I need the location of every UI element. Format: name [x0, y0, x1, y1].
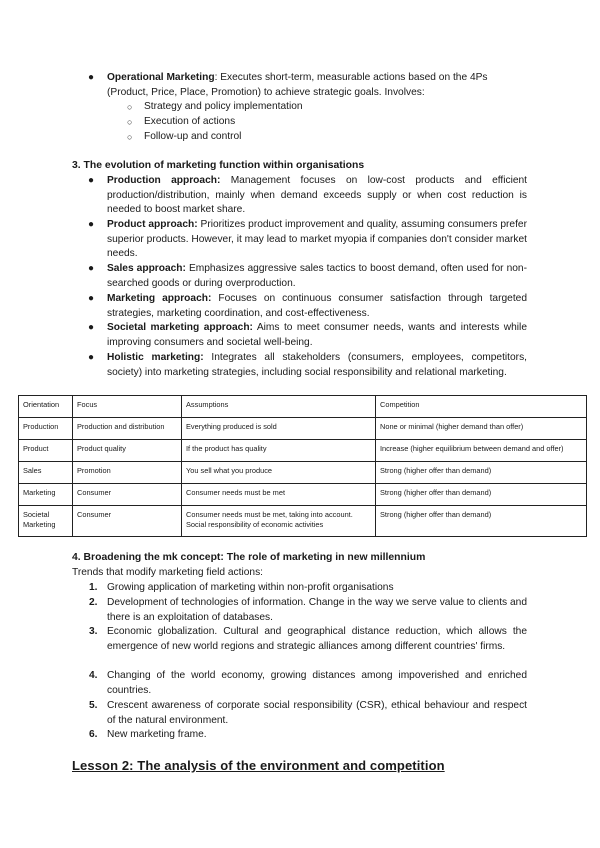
circle-bullet-icon: ○	[127, 117, 133, 127]
table-row	[19, 462, 587, 484]
table-cell: Strong (higher offer than demand)	[376, 506, 587, 537]
table-cell: Product	[19, 440, 73, 462]
approach-text: Focuses on continuous consumer satisfaction through targeted strategies, marketing coordination, and cost-effectiveness.	[107, 293, 527, 319]
table-cell: Promotion	[73, 462, 182, 484]
approach-item	[107, 262, 527, 291]
bullet-icon: ●	[88, 175, 95, 186]
table-row	[19, 506, 587, 537]
table-cell: Strong (higher offer than demand)	[376, 484, 587, 506]
table-cell: Societal Marketing	[19, 506, 73, 537]
section-4-heading: 4. Broadening the mk concept: The role of marketing in new millennium	[72, 552, 426, 563]
table-row	[19, 440, 587, 462]
list-number: 6.	[89, 729, 98, 740]
list-number: 4.	[89, 670, 98, 681]
table-cell: Product quality	[73, 440, 182, 462]
trend-item: Growing application of marketing within non-profit organisations	[107, 582, 394, 593]
table-cell: Consumer needs must be met, taking into account. Social responsibility of economic activities	[182, 506, 376, 537]
table-header-cell: Focus	[73, 396, 182, 418]
list-number: 2.	[89, 597, 98, 608]
table-header-row	[19, 396, 587, 418]
section-4-intro: Trends that modify marketing field actions:	[72, 567, 264, 578]
operational-marketing-item	[107, 71, 527, 100]
bullet-icon: ●	[88, 219, 95, 230]
bullet-icon: ●	[88, 352, 95, 363]
table-cell: None or minimal (higher demand than offer)	[376, 418, 587, 440]
approach-item	[107, 321, 527, 350]
trend-item: Economic globalization. Cultural and geographical distance reduction, which allows the emergence of new world regions and strategic alliances among different countries' firms.	[107, 626, 527, 652]
trend-item: Development of technologies of information. Change in the way we serve value to clients and there is an exploitation of databases.	[107, 597, 527, 623]
approach-title: Holistic marketing:	[107, 352, 204, 363]
table-row	[19, 418, 587, 440]
bullet-icon: ●	[88, 293, 95, 304]
table-cell: Everything produced is sold	[182, 418, 376, 440]
bullet-icon: ●	[88, 263, 95, 274]
operational-marketing-title: Operational Marketing	[107, 72, 215, 83]
table-cell: If the product has quality	[182, 440, 376, 462]
bullet-icon: ●	[88, 72, 95, 83]
operational-marketing-text: : Executes short-term, measurable actions based on the 4Ps (Product, Price, Place, Promotion) to achieve strategic goals. Involves:	[107, 72, 488, 98]
table-cell: You sell what you produce	[182, 462, 376, 484]
approach-item	[107, 351, 527, 380]
table-cell: Marketing	[19, 484, 73, 506]
table-cell: Increase (higher equilibrium between demand and offer)	[376, 440, 587, 462]
approach-title: Production approach:	[107, 175, 221, 186]
approach-item	[107, 292, 527, 321]
lesson-heading: Lesson 2: The analysis of the environment and competition	[72, 758, 445, 773]
trend-item: Crescent awareness of corporate social responsibility (CSR), ethical behaviour and respect of the natural environment.	[107, 700, 527, 726]
trend-item: Changing of the world economy, growing distances among impoverished and enriched countries.	[107, 670, 527, 696]
approach-title: Societal marketing approach:	[107, 322, 253, 333]
approach-text: Integrates all stakeholders (consumers, employees, competitors, society) into marketing strategies, including social responsibility and relational marketing.	[107, 352, 527, 378]
table-header-cell: Orientation	[19, 396, 73, 418]
table-cell: Production	[19, 418, 73, 440]
approach-text: Aims to meet consumer needs, wants and interests while improving consumers and societal well-being.	[107, 322, 527, 348]
approach-title: Sales approach:	[107, 263, 186, 274]
table-cell: Production and distribution	[73, 418, 182, 440]
approach-item	[107, 174, 527, 218]
list-number: 1.	[89, 582, 98, 593]
approach-text: Management focuses on low-cost products and efficient production/distribution, mainly when demand exceeds supply or when cost reduction is needed to boost market share.	[107, 175, 528, 215]
list-number: 3.	[89, 626, 98, 637]
trend-item: New marketing frame.	[107, 729, 207, 740]
operational-subitem: Strategy and policy implementation	[144, 101, 303, 112]
circle-bullet-icon: ○	[127, 102, 133, 112]
operational-subitem: Execution of actions	[144, 116, 236, 127]
orientation-table	[18, 395, 587, 537]
list-number: 5.	[89, 700, 98, 711]
circle-bullet-icon: ○	[127, 132, 133, 142]
section-3-heading: 3. The evolution of marketing function within organisations	[72, 160, 365, 171]
table-cell: Sales	[19, 462, 73, 484]
table-cell: Consumer needs must be met	[182, 484, 376, 506]
table-row	[19, 484, 587, 506]
approach-title: Marketing approach:	[107, 293, 212, 304]
approach-title: Product approach:	[107, 219, 198, 230]
table-cell: Consumer	[73, 484, 182, 506]
table-header-cell: Assumptions	[182, 396, 376, 418]
bullet-icon: ●	[88, 322, 95, 333]
approach-item	[107, 218, 527, 262]
operational-subitem: Follow-up and control	[144, 131, 242, 142]
approach-text: Prioritizes product improvement and quality, assuming consumers prefer superior products. However, it may lead to market myopia if companies don't consider market needs.	[107, 219, 527, 259]
table-cell: Consumer	[73, 506, 182, 537]
table-cell: Strong (higher offer than demand)	[376, 462, 587, 484]
approach-text: Emphasizes aggressive sales tactics to boost demand, often used for non-searched goods or during overproduction.	[107, 263, 527, 289]
table-header-cell: Competition	[376, 396, 587, 418]
